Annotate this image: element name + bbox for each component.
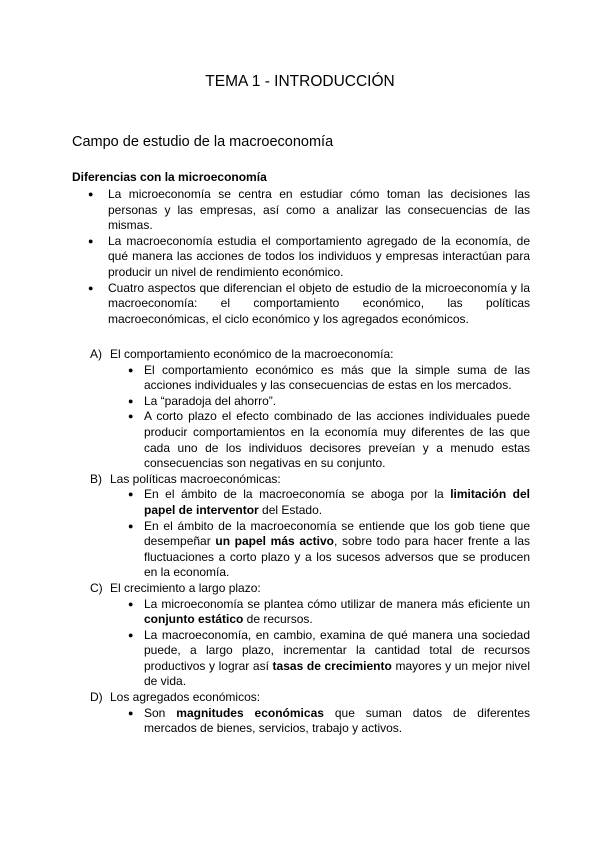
item-heading: El crecimiento a largo plazo:: [110, 580, 261, 595]
text: En el ámbito de la macroeconomía se entiende que los gob tiene que desempeñar: [144, 518, 530, 549]
text: A corto plazo el efecto combinado de las acciones individuales puede producir comportamientos en la economía muy diferentes de las que cada uno de los individuos decisores preveían y a menudo estas consecuencias son negativas en su conjunto.: [144, 409, 530, 471]
text: La microeconomía se plantea cómo utilizar de manera más eficiente un: [144, 596, 530, 611]
list-item: [72, 519, 530, 581]
bullet-icon: ●: [128, 364, 134, 375]
lettered-item-c: [72, 581, 530, 690]
sub-bullet-list: [72, 487, 530, 581]
lettered-item-a: [72, 347, 530, 472]
document-title: TEMA 1 - INTRODUCCIÓN: [205, 73, 395, 90]
text: La “paradoja del ahorro”.: [144, 393, 277, 408]
lettered-list: [72, 347, 530, 737]
bold-text: magnitudes económicas: [176, 705, 324, 720]
list-item: [72, 706, 530, 737]
lettered-item-d: [72, 690, 530, 737]
list-item: [72, 394, 530, 410]
text: La macroeconomía, en cambio, examina de qué manera una sociedad puede, a largo plazo, incrementar la cantidad total de recursos productivos y lograr así: [144, 627, 530, 673]
item-label: B): [90, 471, 102, 486]
list-item: [72, 187, 530, 234]
item-heading: El comportamiento económico de la macroeconomía:: [110, 347, 394, 361]
section-heading: Campo de estudio de la macroeconomía: [72, 134, 334, 150]
bullet-icon: ●: [128, 411, 134, 422]
bullet-icon: ●: [128, 707, 134, 718]
sub-bullet-list: [72, 597, 530, 691]
list-item: [72, 409, 530, 471]
item-heading: Las políticas macroeconómicas:: [110, 471, 281, 486]
list-item-text: La microeconomía se centra en estudiar cómo toman las decisiones las personas y las empresas, así como a analizar las consecuencias de las mismas.: [108, 187, 530, 233]
sub-bullet-list: [72, 363, 530, 472]
list-item: [72, 234, 530, 281]
text: del Estado.: [258, 502, 323, 517]
bullet-icon: ●: [88, 282, 94, 293]
list-item-text: Cuatro aspectos que diferencian el objeto de estudio de la microeconomía y la macroeconomía: el comportamiento económico, las políticas macroeconómicas, el ciclo económico y los agregados económicos.: [108, 280, 530, 326]
list-item-text: La macroeconomía estudia el comportamiento agregado de la economía, de qué manera las acciones de todos los individuos y empresas interactúan para producir un nivel de rendimiento económico.: [108, 233, 530, 279]
text: de recursos.: [243, 612, 313, 627]
item-label: D): [90, 690, 103, 705]
bullet-icon: ●: [128, 395, 134, 406]
subsection-heading: Diferencias con la microeconomía: [72, 170, 267, 184]
bullet-icon: ●: [128, 489, 134, 500]
bold-text: tasas de crecimiento: [272, 658, 392, 673]
item-heading: Los agregados económicos:: [110, 690, 261, 705]
list-item: [72, 281, 530, 328]
text: En el ámbito de la macroeconomía se aboga por la: [144, 487, 451, 502]
bold-text: un papel más activo: [215, 534, 335, 549]
item-label: C): [90, 580, 103, 595]
text: El comportamiento económico es más que la simple suma de las acciones individuales y las consecuencias de estas en los mercados.: [144, 362, 530, 393]
text: , sobre todo para hacer frente a las fluctuaciones a corto plazo y a los sucesos adversos que se producen en la economía.: [144, 534, 531, 580]
list-item: [72, 487, 530, 518]
text: Son: [144, 705, 177, 720]
text: mayores y un mejor nivel de vida.: [144, 658, 530, 689]
bullet-icon: ●: [128, 520, 134, 531]
intro-bullet-list: [72, 187, 530, 327]
item-label: A): [90, 347, 102, 361]
bold-text: conjunto estático: [144, 612, 244, 627]
bullet-icon: ●: [88, 235, 94, 246]
list-item: [72, 363, 530, 394]
sub-bullet-list: [72, 706, 530, 737]
list-item: [72, 597, 530, 628]
text: que suman datos de diferentes mercados de bienes, servicios, trabajo y activos.: [144, 705, 530, 736]
bullet-icon: ●: [88, 189, 94, 199]
list-item: [72, 628, 530, 690]
lettered-item-b: [72, 472, 530, 581]
bullet-icon: ●: [128, 629, 134, 640]
bullet-icon: ●: [128, 598, 134, 609]
bold-text: limitación del papel de interventor: [144, 487, 531, 517]
